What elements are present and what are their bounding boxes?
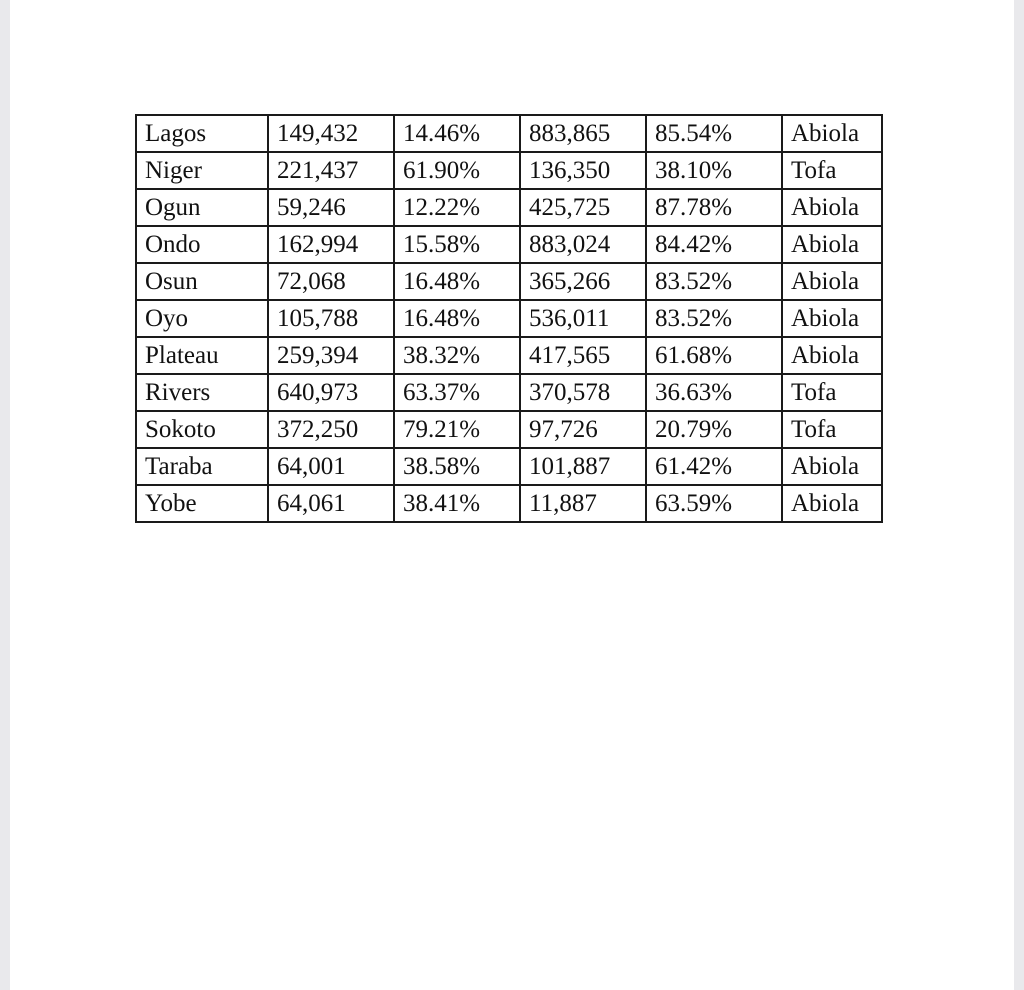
percent-cell: 63.37% <box>394 374 520 411</box>
state-cell: Oyo <box>136 300 268 337</box>
state-cell: Rivers <box>136 374 268 411</box>
table-row <box>136 226 882 263</box>
state-cell: Sokoto <box>136 411 268 448</box>
table-row <box>136 300 882 337</box>
percent-cell: 61.42% <box>646 448 782 485</box>
percent-cell: 87.78% <box>646 189 782 226</box>
winner-cell: Tofa <box>782 374 882 411</box>
state-cell: Lagos <box>136 115 268 152</box>
votes-cell: 11,887 <box>520 485 646 522</box>
votes-cell: 259,394 <box>268 337 394 374</box>
table-row <box>136 485 882 522</box>
table-row <box>136 152 882 189</box>
state-cell: Ogun <box>136 189 268 226</box>
percent-cell: 85.54% <box>646 115 782 152</box>
winner-cell: Abiola <box>782 189 882 226</box>
state-cell: Taraba <box>136 448 268 485</box>
percent-cell: 38.41% <box>394 485 520 522</box>
percent-cell: 83.52% <box>646 300 782 337</box>
percent-cell: 38.58% <box>394 448 520 485</box>
votes-cell: 64,061 <box>268 485 394 522</box>
percent-cell: 14.46% <box>394 115 520 152</box>
state-cell: Ondo <box>136 226 268 263</box>
table-row <box>136 263 882 300</box>
winner-cell: Abiola <box>782 226 882 263</box>
percent-cell: 36.63% <box>646 374 782 411</box>
percent-cell: 16.48% <box>394 300 520 337</box>
votes-cell: 162,994 <box>268 226 394 263</box>
winner-cell: Abiola <box>782 300 882 337</box>
votes-cell: 97,726 <box>520 411 646 448</box>
state-cell: Osun <box>136 263 268 300</box>
votes-cell: 59,246 <box>268 189 394 226</box>
winner-cell: Abiola <box>782 485 882 522</box>
percent-cell: 84.42% <box>646 226 782 263</box>
votes-cell: 149,432 <box>268 115 394 152</box>
votes-cell: 536,011 <box>520 300 646 337</box>
table-row <box>136 115 882 152</box>
votes-cell: 417,565 <box>520 337 646 374</box>
votes-cell: 365,266 <box>520 263 646 300</box>
votes-cell: 221,437 <box>268 152 394 189</box>
winner-cell: Abiola <box>782 115 882 152</box>
winner-cell: Abiola <box>782 448 882 485</box>
table-row <box>136 337 882 374</box>
votes-cell: 640,973 <box>268 374 394 411</box>
percent-cell: 38.10% <box>646 152 782 189</box>
table-row <box>136 189 882 226</box>
winner-cell: Tofa <box>782 411 882 448</box>
state-cell: Niger <box>136 152 268 189</box>
votes-cell: 425,725 <box>520 189 646 226</box>
table-row <box>136 374 882 411</box>
winner-cell: Abiola <box>782 263 882 300</box>
percent-cell: 12.22% <box>394 189 520 226</box>
percent-cell: 79.21% <box>394 411 520 448</box>
votes-cell: 64,001 <box>268 448 394 485</box>
votes-cell: 72,068 <box>268 263 394 300</box>
votes-cell: 883,024 <box>520 226 646 263</box>
votes-cell: 372,250 <box>268 411 394 448</box>
votes-cell: 136,350 <box>520 152 646 189</box>
state-cell: Yobe <box>136 485 268 522</box>
percent-cell: 83.52% <box>646 263 782 300</box>
winner-cell: Abiola <box>782 337 882 374</box>
percent-cell: 16.48% <box>394 263 520 300</box>
results-table <box>135 114 883 523</box>
percent-cell: 38.32% <box>394 337 520 374</box>
percent-cell: 61.90% <box>394 152 520 189</box>
state-cell: Plateau <box>136 337 268 374</box>
percent-cell: 61.68% <box>646 337 782 374</box>
percent-cell: 63.59% <box>646 485 782 522</box>
votes-cell: 101,887 <box>520 448 646 485</box>
document-page <box>10 0 1014 990</box>
votes-cell: 883,865 <box>520 115 646 152</box>
votes-cell: 105,788 <box>268 300 394 337</box>
percent-cell: 15.58% <box>394 226 520 263</box>
table-row <box>136 448 882 485</box>
winner-cell: Tofa <box>782 152 882 189</box>
votes-cell: 370,578 <box>520 374 646 411</box>
table-row <box>136 411 882 448</box>
percent-cell: 20.79% <box>646 411 782 448</box>
